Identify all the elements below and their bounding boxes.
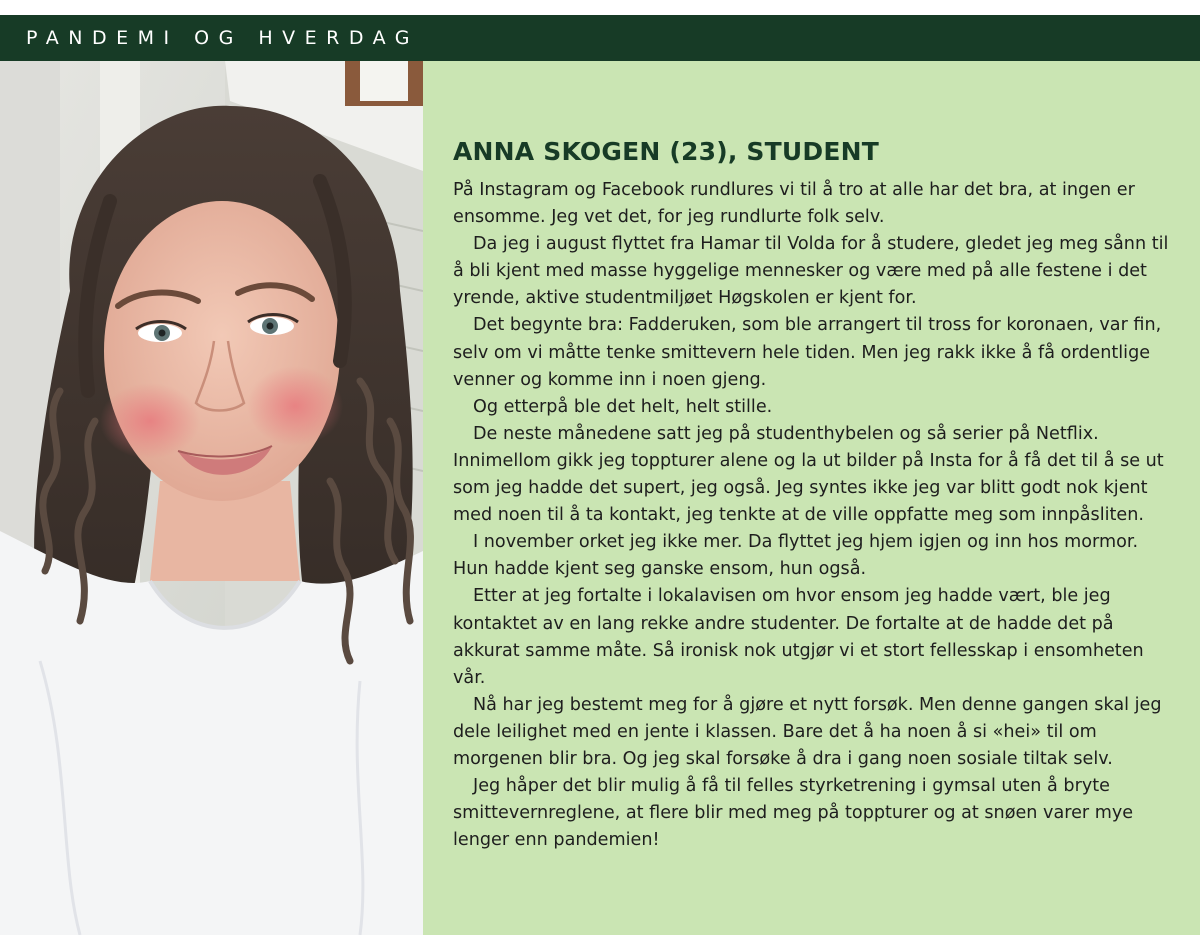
- article-paragraph: Da jeg i august flyttet fra Hamar til Volda for å studere, gledet jeg meg sånn til å bli kjent med masse hyggelige mennesker og være med på alle festene i det yrende, aktive studentmiljøet Høgskolen er kjent for.: [453, 234, 1169, 309]
- section-title: PANDEMI OG HVERDAG: [26, 27, 420, 49]
- section-header: [0, 15, 1200, 61]
- article-title: ANNA SKOGEN (23), STUDENT: [453, 137, 879, 166]
- article-panel: [423, 61, 1200, 935]
- article-paragraph: Nå har jeg bestemt meg for å gjøre et nytt forsøk. Men denne gangen skal jeg dele leilighet med en jente i klassen. Bare det å ha noen å si «hei» til om morgenen blir bra. Og jeg skal forsøke å dra i gang noen sosiale tiltak selv.: [453, 694, 1162, 769]
- article-paragraph: På Instagram og Facebook rundlures vi til å tro at alle har det bra, at ingen er ensomme. Jeg vet det, for jeg rundlurte folk selv.: [453, 180, 1135, 228]
- article-body: [453, 177, 1172, 854]
- article-paragraph: I november orket jeg ikke mer. Da flyttet jeg hjem igjen og inn hos mormor. Hun hadde kjent seg ganske ensom, hun også.: [453, 532, 1139, 580]
- article-paragraph: Det begynte bra: Fadderuken, som ble arrangert til tross for koronaen, var fin, selv om vi måtte tenke smittevern hele tiden. Men jeg rakk ikke å få ordentlige venner og komme inn i noen gjeng.: [453, 315, 1162, 390]
- article-paragraph: De neste månedene satt jeg på studenthybelen og så serier på Netflix. Innimellom gikk jeg toppturer alene og la ut bilder på Insta for å få det til å se ut som jeg hadde det supert, jeg også. Jeg syntes ikke jeg var blitt godt nok kjent med noen til å ta kontakt, jeg tenkte at de ville oppfatte meg som innpåsliten.: [453, 423, 1164, 526]
- article-paragraph: Og etterpå ble det helt, helt stille.: [473, 396, 773, 417]
- article-paragraph: Jeg håper det blir mulig å få til felles styrketrening i gymsal uten å bryte smittevernreglene, at flere blir med meg på toppturer og at snøen varer mye lenger enn pandemien!: [453, 776, 1134, 851]
- portrait-photo: [0, 61, 423, 935]
- article-paragraph: Etter at jeg fortalte i lokalavisen om hvor ensom jeg hadde vært, ble jeg kontaktet av en lang rekke andre studenter. De fortalte at de hadde det på akkurat samme måte. Så ironisk nok utgjør vi et stort fellesskap i ensomheten vår.: [453, 586, 1144, 688]
